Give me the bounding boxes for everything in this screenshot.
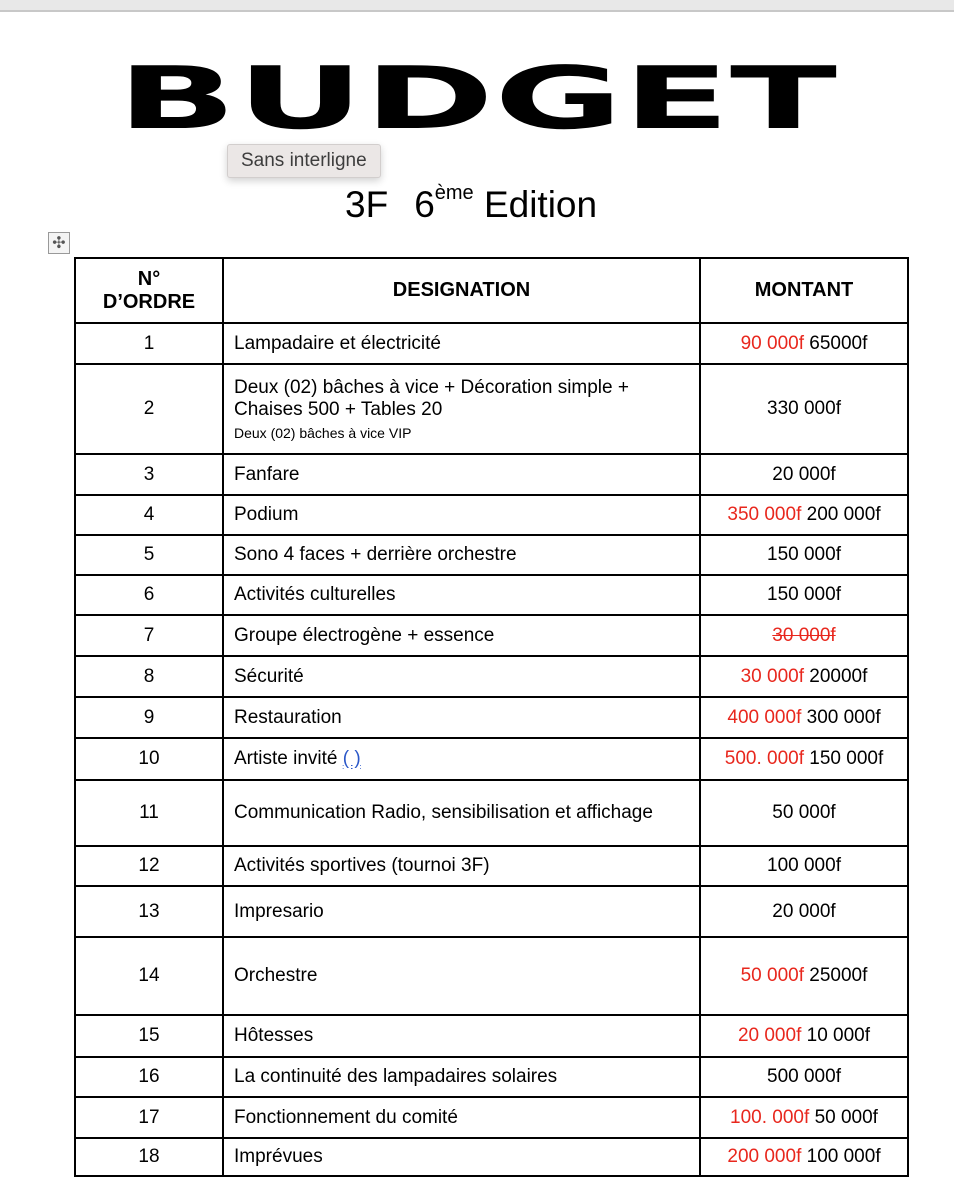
amount: 150 000f — [767, 584, 841, 605]
amount: 20 000f — [772, 463, 836, 485]
designation-cell — [223, 615, 700, 656]
amount-cell — [700, 846, 908, 886]
order-cell — [75, 1097, 223, 1138]
logo-text: BUDGET — [117, 58, 838, 142]
amount: 150 000f — [809, 748, 884, 769]
order-cell — [75, 615, 223, 656]
amount-cell — [700, 535, 908, 575]
designation-cell — [223, 1015, 700, 1057]
edition-number: 6 — [414, 184, 435, 225]
table-row — [75, 738, 908, 780]
order-number: 8 — [143, 665, 155, 687]
order-cell — [75, 575, 223, 615]
amount-cell — [700, 738, 908, 780]
amount-cell — [700, 364, 908, 454]
table-row — [75, 1097, 908, 1138]
designation-cell — [223, 886, 700, 937]
revised-amount: 50 000f — [740, 965, 804, 986]
designation-text: Imprévues — [234, 1146, 323, 1167]
amount: 330 000f — [767, 398, 841, 419]
revised-amount: 350 000f — [727, 504, 802, 525]
order-number: 14 — [138, 965, 160, 986]
designation-cell — [223, 364, 700, 454]
designation-cell — [223, 738, 700, 780]
header-amount: MONTANT — [700, 258, 908, 323]
order-cell — [75, 780, 223, 846]
order-cell — [75, 738, 223, 780]
subtitle — [345, 184, 597, 226]
amount: 200 000f — [806, 504, 881, 525]
order-cell — [75, 495, 223, 535]
order-number: 13 — [138, 900, 160, 922]
amount: 100 000f — [806, 1146, 881, 1167]
order-number: 12 — [138, 855, 160, 876]
amount-cell — [700, 1097, 908, 1138]
order-cell — [75, 1138, 223, 1176]
amount: 20000f — [809, 665, 868, 687]
table-row — [75, 697, 908, 738]
order-number: 16 — [138, 1066, 160, 1087]
table-row — [75, 886, 908, 937]
order-number: 1 — [143, 332, 155, 354]
table-row — [75, 937, 908, 1015]
table-row — [75, 615, 908, 656]
amount-cell — [700, 575, 908, 615]
order-number: 2 — [143, 398, 155, 419]
designation-cell — [223, 1097, 700, 1138]
table-row — [75, 364, 908, 454]
amount-cell — [700, 937, 908, 1015]
designation-text: Activités sportives (tournoi 3F) — [234, 855, 490, 876]
edition-label: Edition — [483, 184, 598, 225]
designation-text: Lampadaire et électricité — [234, 332, 441, 354]
table-row — [75, 495, 908, 535]
table-row — [75, 454, 908, 495]
table-row — [75, 1015, 908, 1057]
amount: 100 000f — [767, 855, 841, 876]
designation-text: Groupe électrogène + essence — [234, 624, 495, 646]
order-number: 5 — [143, 544, 155, 565]
table-row — [75, 323, 908, 364]
designation-cell — [223, 937, 700, 1015]
order-cell — [75, 535, 223, 575]
amount-cell — [700, 886, 908, 937]
designation-cell — [223, 575, 700, 615]
designation-text: Hôtesses — [234, 1025, 314, 1046]
amount-cell — [700, 495, 908, 535]
designation-cell — [223, 697, 700, 738]
table-row — [75, 575, 908, 615]
amount-cell — [700, 615, 908, 656]
designation-text: Communication Radio, sensibilisation et affichage — [234, 802, 653, 823]
order-number: 3 — [143, 463, 155, 485]
designation-cell — [223, 1057, 700, 1097]
designation-text: Sono 4 faces + derrière orchestre — [234, 544, 517, 565]
order-cell — [75, 937, 223, 1015]
style-tooltip: Sans interligne — [227, 144, 381, 178]
designation-cell — [223, 495, 700, 535]
comment-link[interactable]: ( ) — [342, 748, 361, 769]
amount-cell — [700, 323, 908, 364]
designation-text: Orchestre — [234, 965, 318, 986]
amount-cell — [700, 1057, 908, 1097]
amount-cell — [700, 454, 908, 495]
table-header-row — [75, 258, 908, 323]
order-number: 17 — [138, 1106, 160, 1128]
amount: 25000f — [809, 965, 868, 986]
amount: 20 000f — [772, 900, 836, 922]
order-cell — [75, 364, 223, 454]
table-row — [75, 656, 908, 697]
revised-amount: 20 000f — [737, 1025, 802, 1046]
designation-cell — [223, 454, 700, 495]
designation-text: La continuité des lampadaires solaires — [234, 1066, 558, 1087]
amount-cell — [700, 1138, 908, 1176]
designation-cell — [223, 846, 700, 886]
designation-text: Fonctionnement du comité — [234, 1106, 458, 1128]
amount: 65000f — [809, 332, 868, 354]
amount-cell — [700, 656, 908, 697]
amount: 10 000f — [806, 1025, 871, 1046]
header-order: N° D’ORDRE — [75, 258, 223, 323]
table-row — [75, 535, 908, 575]
revised-amount: 500. 000f — [724, 748, 804, 769]
struck-amount: 30 000f — [772, 624, 836, 646]
designation-text: Deux (02) bâches à vice + Décoration simple + Chaises 500 + Tables 20 — [234, 377, 629, 420]
edition-suffix: ème — [434, 182, 474, 204]
table-move-handle-icon[interactable]: ✣ — [48, 232, 70, 254]
designation-text: Impresario — [234, 900, 324, 922]
order-cell — [75, 1057, 223, 1097]
revised-amount: 30 000f — [740, 665, 804, 687]
designation-text: Activités culturelles — [234, 584, 396, 605]
amount-cell — [700, 780, 908, 846]
amount-cell — [700, 1015, 908, 1057]
revised-amount: 400 000f — [727, 706, 802, 728]
order-cell — [75, 886, 223, 937]
designation-text: Fanfare — [234, 463, 300, 485]
amount: 300 000f — [806, 706, 881, 728]
revised-amount: 200 000f — [727, 1146, 802, 1167]
designation-cell — [223, 535, 700, 575]
order-cell — [75, 1015, 223, 1057]
header-designation: DESIGNATION — [223, 258, 700, 323]
order-cell — [75, 323, 223, 364]
revised-amount: 90 000f — [740, 332, 804, 354]
order-number: 15 — [138, 1025, 160, 1046]
window-top-bar — [0, 0, 954, 12]
amount: 500 000f — [767, 1066, 841, 1087]
designation-cell — [223, 323, 700, 364]
budget-wordart-logo — [96, 58, 858, 142]
order-number: 11 — [139, 802, 159, 823]
budget-table — [74, 257, 909, 1177]
table-row — [75, 846, 908, 886]
subtitle-prefix: 3F — [345, 184, 389, 225]
designation-text: Sécurité — [234, 665, 304, 687]
revised-amount: 100. 000f — [730, 1106, 810, 1128]
designation-text: Artiste invité — [234, 748, 338, 769]
designation-text: Podium — [234, 504, 299, 525]
order-cell — [75, 846, 223, 886]
amount: 50 000f — [772, 802, 836, 823]
amount-cell — [700, 697, 908, 738]
designation-cell — [223, 656, 700, 697]
designation-text: Restauration — [234, 706, 342, 728]
amount: 150 000f — [767, 544, 841, 565]
order-number: 18 — [138, 1146, 160, 1167]
order-number: 10 — [138, 748, 160, 769]
order-cell — [75, 697, 223, 738]
table-row — [75, 1057, 908, 1097]
order-cell — [75, 454, 223, 495]
amount: 50 000f — [814, 1106, 878, 1128]
order-number: 7 — [143, 624, 155, 646]
designation-note: Deux (02) bâches à vice VIP — [234, 425, 412, 441]
order-number: 6 — [143, 584, 155, 605]
order-number: 9 — [143, 706, 155, 728]
designation-cell — [223, 1138, 700, 1176]
designation-cell — [223, 780, 700, 846]
table-row — [75, 1138, 908, 1176]
order-number: 4 — [143, 504, 155, 525]
order-cell — [75, 656, 223, 697]
table-row — [75, 780, 908, 846]
